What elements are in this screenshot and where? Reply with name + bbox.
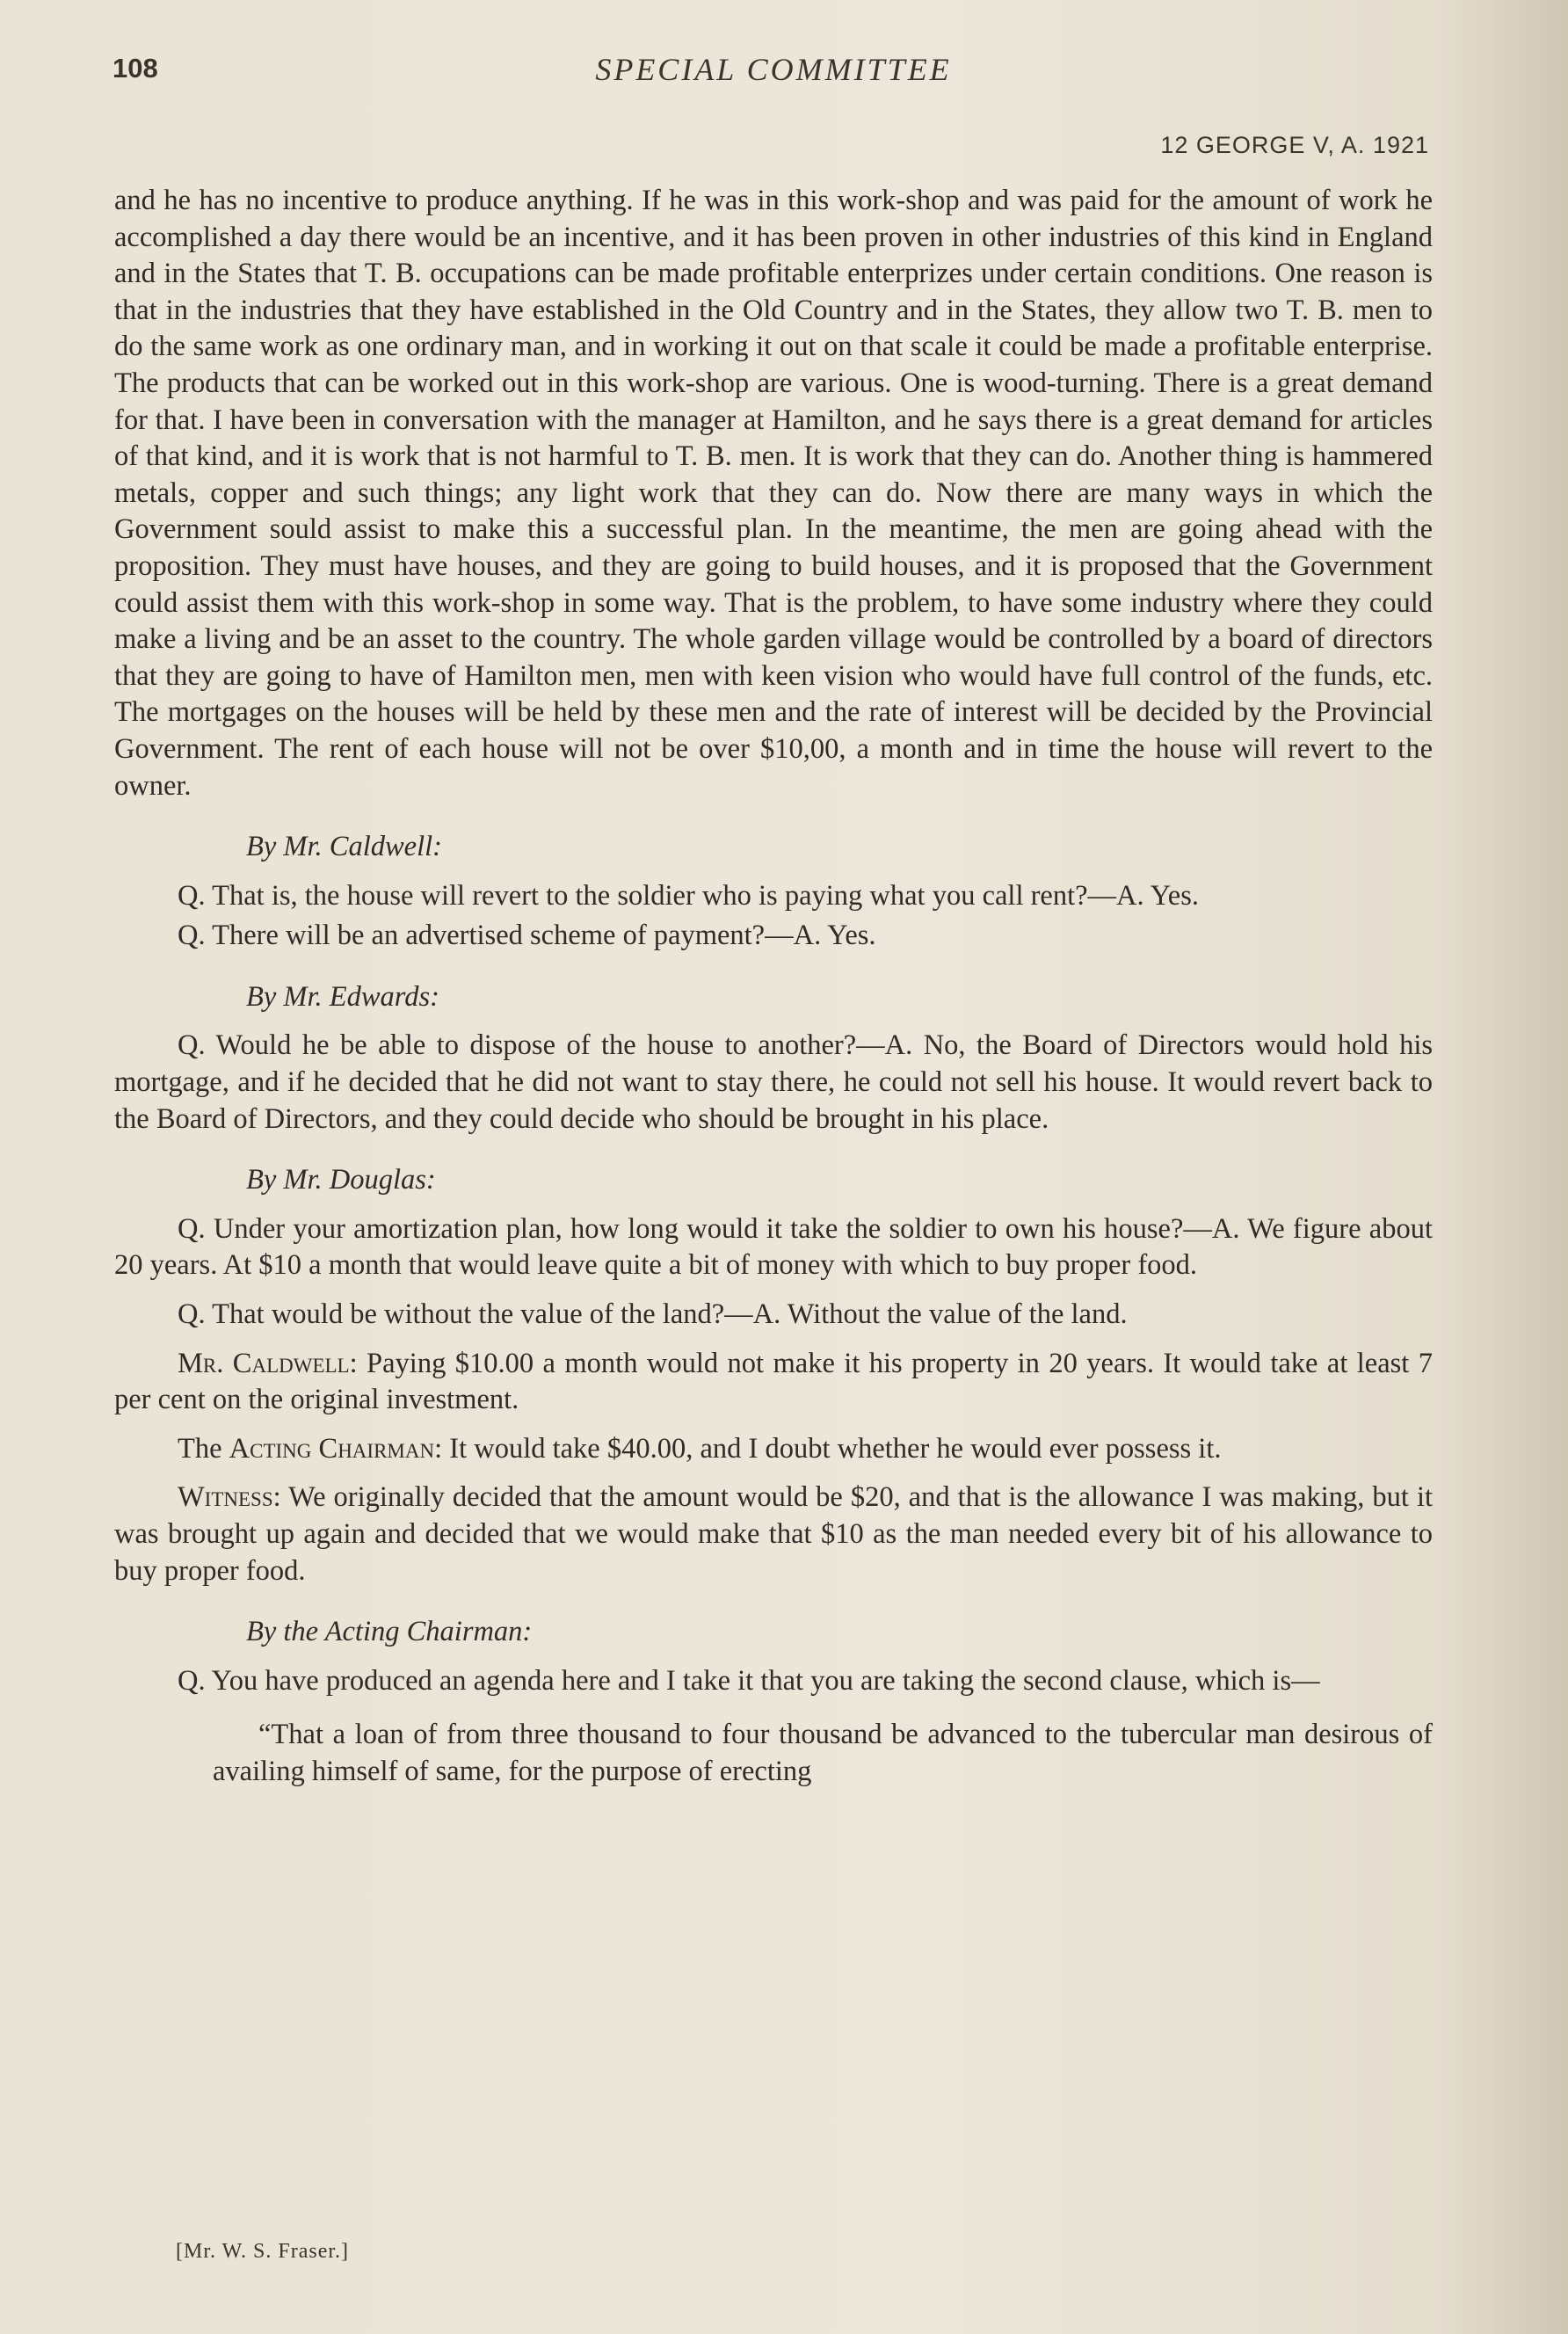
question-answer: Q. That would be without the value of the land?—A. Without the value of the land. (178, 1298, 1128, 1331)
question-answer: Q. Would he be able to dispose of the house to another?—A. No, the Board of Directors would hold his mortgage, and if he decided that he did not want to stay there, he could not sell his house. It would revert back to the Board of Directors, and they could decide who should be brought in his place. (114, 1029, 1433, 1135)
statement-text: Paying $10.00 a month would not make it his property in 20 years. It would take at least 7 per cent on the original investment. (114, 1347, 1433, 1416)
question-answer: Q. Under your amortization plan, how long would it take the soldier to own his house?—A. We figure about 20 years. At $10 a month that would leave quite a bit of money with which to buy proper food. (114, 1212, 1433, 1282)
speaker-name: Mr. Caldwell: (178, 1347, 358, 1379)
question-answer: Q. There will be an advertised scheme of payment?—A. Yes. (178, 920, 876, 952)
page-number: 108 (113, 53, 158, 84)
statement-acting-chairman (114, 1431, 1433, 1468)
speaker-name: Acting Chairman: (229, 1432, 443, 1465)
statement-prefix: The (178, 1432, 229, 1465)
speaker-name: Witness: (178, 1481, 281, 1514)
question-answer: Q. That is, the house will revert to the soldier who is paying what you call rent?—A. Yes. (178, 879, 1199, 912)
witness-footer: [Mr. W. S. Fraser.] (176, 2240, 350, 2263)
page-header (113, 51, 1434, 95)
examiner-heading: By Mr. Douglas: (246, 1164, 436, 1196)
statement-caldwell (114, 1346, 1433, 1419)
examiner-heading: By Mr. Edwards: (246, 980, 439, 1013)
quoted-clause: “That a loan of from three thousand to four thousand be advanced to the tubercular man desirous of availing himself of same, for the purpose of erecting (213, 1719, 1433, 1787)
statement-witness (114, 1480, 1433, 1589)
running-title: SPECIAL COMMITTEE (595, 52, 952, 87)
session-reference: 12 GEORGE V, A. 1921 (1160, 132, 1429, 158)
examiner-heading: By the Acting Chairman: (246, 1616, 533, 1648)
examiner-heading: By Mr. Caldwell: (246, 831, 442, 863)
statement-text: It would take $40.00, and I doubt whether he would ever possess it. (442, 1432, 1222, 1465)
page-body (114, 183, 1433, 1791)
question-answer: Q. You have produced an agenda here and I take it that you are taking the second clause, which is— (178, 1664, 1320, 1697)
paragraph-testimony: and he has no incentive to produce anything. If he was in this work-shop and was paid for the amount of work he accomplished a day there would be an incentive, and it has been proven in other industries of this kind in England and in the States that T. B. occupations can be made profitable enterprizes under certain conditions. One reason is that in the industries that they have established in the Old Country and in the States, they allow two T. B. men to do the same work as one ordinary man, and in working it out on that scale it could be made a profitable enterprise. The products that can be worked out in this work-shop are various. One is wood-turning. There is a great demand for that. I have been in conversation with the manager at Hamilton, and he says there is a great demand for articles of that kind, and it is work that is not harmful to T. B. men. It is work that they can do. Another thing is hammered metals, copper and such things; any light work that they can do. Now there are many ways in which the Government sould assist to make this a successful plan. In the meantime, the men are going ahead with the proposition. They must have houses, and they are going to build houses, and it is proposed that the Government could assist them with this work-shop in some way. That is the problem, to have some industry where they could make a living and be an asset to the country. The whole garden village would be controlled by a board of directors that they are going to have of Hamilton men, men with keen vision who would have full control of the funds, etc. The mortgages on the houses will be held by these men and the rate of interest will be decided by the Provincial Government. The rent of each house will not be over $10,00, a month and in time the house will revert to the owner. (114, 185, 1433, 802)
statement-text: We originally decided that the amount would be $20, and that is the allowance I was making, but it was brought up again and decided that we would make that $10 as the man needed every bit of his allowance to buy proper food. (114, 1481, 1433, 1587)
